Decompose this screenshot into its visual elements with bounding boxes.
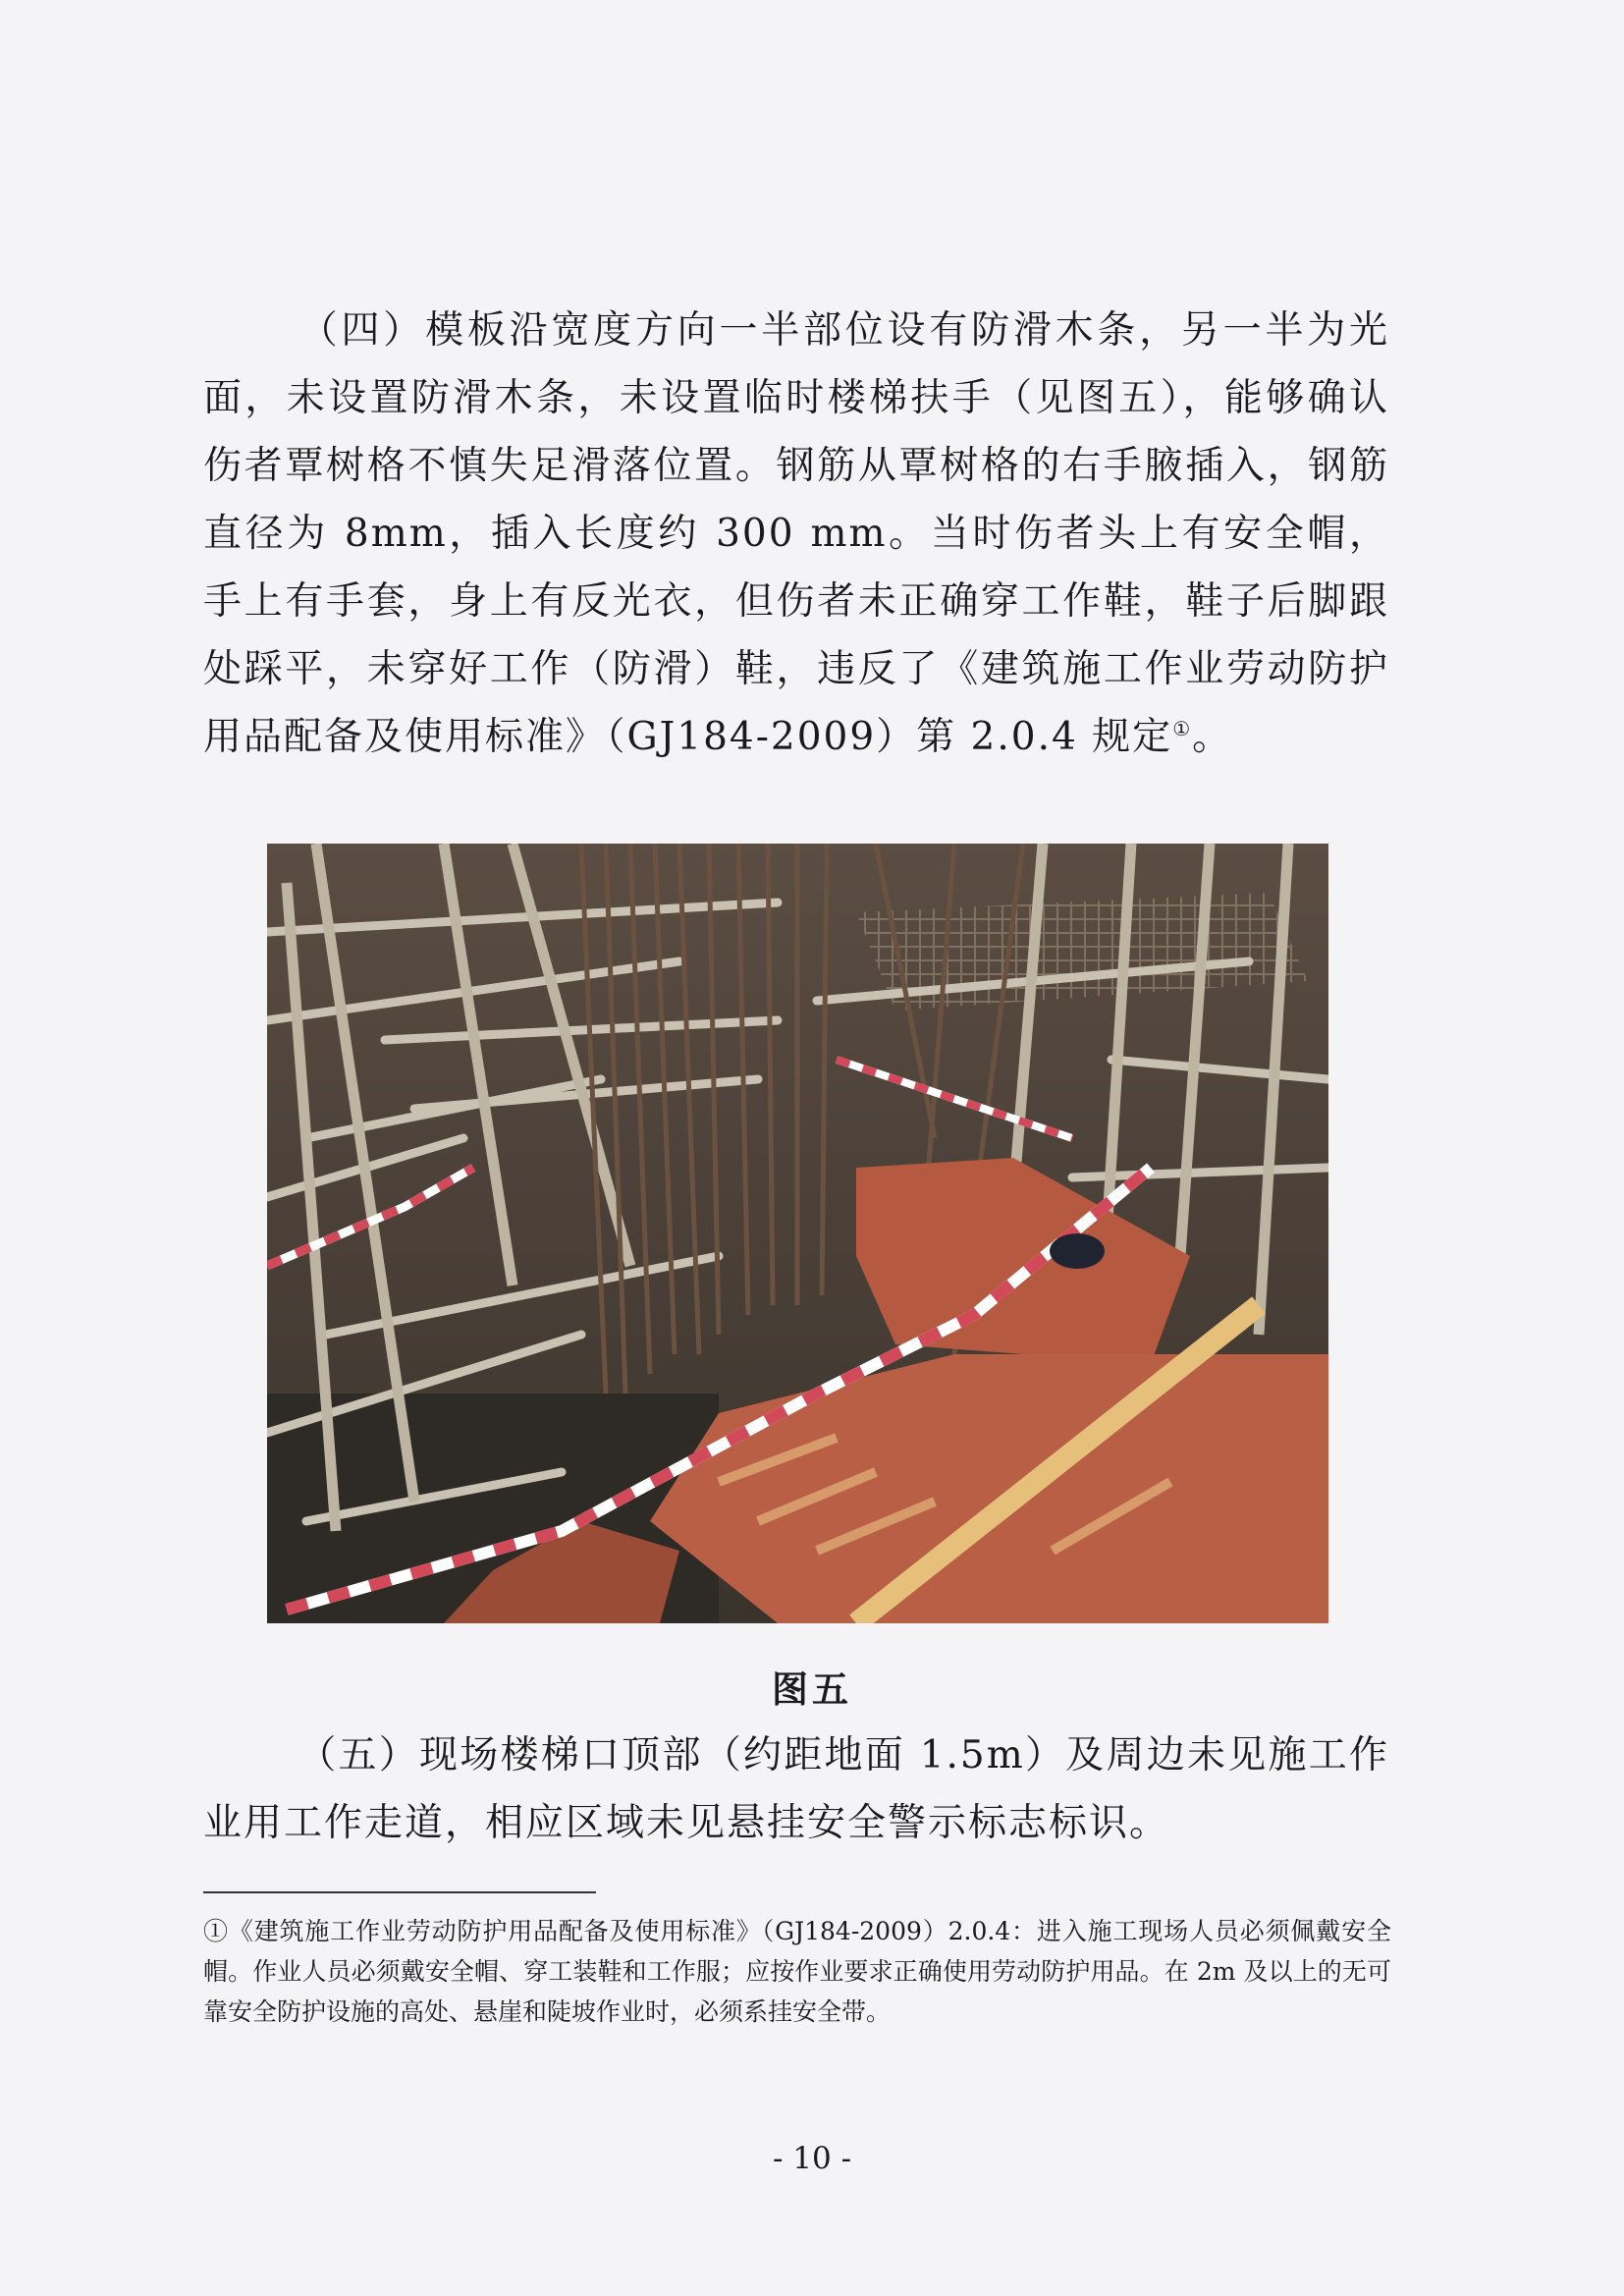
paragraph-1-end: 。 <box>1192 715 1233 759</box>
paragraph-1-text: （四）模板沿宽度方向一半部位设有防滑木条，另一半为光面，未设置防滑木条，未设置临时楼梯扶手（见图五），能够确认伤者覃树格不慎失足滑落位置。钢筋从覃树格的右手腋插入，钢筋直径为 8mm，插入长度约 300 mm。当时伤者头上有安全帽，手上有手套，身上有反光衣，但伤者未正确穿工作鞋，鞋子后脚跟处踩平，未穿好工作（防滑）鞋，违反了《建筑施工作业劳动防护用品配备及使用标准》（GJ184-2009）第 2.0.4 规定 <box>203 308 1389 759</box>
footnote-reference: ① <box>1172 717 1193 740</box>
page-number: - 10 - <box>772 2141 852 2176</box>
footnote: ①《建筑施工作业劳动防护用品配备及使用标准》（GJ184-2009）2.0.4：进入施工现场人员必须佩戴安全帽。作业人员必须戴安全帽、穿工装鞋和工作服；应按作业要求正确使用劳动防护用品。在 2m 及以上的无可靠安全防护设施的高处、悬崖和陡坡作业时，必须系挂安全带。 <box>203 1917 1391 2026</box>
scaffolding-rebar-image <box>267 844 1328 1623</box>
paragraph-2 <box>203 1722 1389 1857</box>
paragraph-2-text: （五）现场楼梯口顶部（约距地面 1.5m）及周边未见施工作业用工作走道，相应区域未见悬挂安全警示标志标识。 <box>203 1733 1389 1845</box>
paragraph-1 <box>203 297 1389 771</box>
construction-site-photo <box>267 844 1328 1623</box>
footnote-separator <box>203 1891 596 1893</box>
figure-caption: 图五 <box>772 1667 852 1711</box>
